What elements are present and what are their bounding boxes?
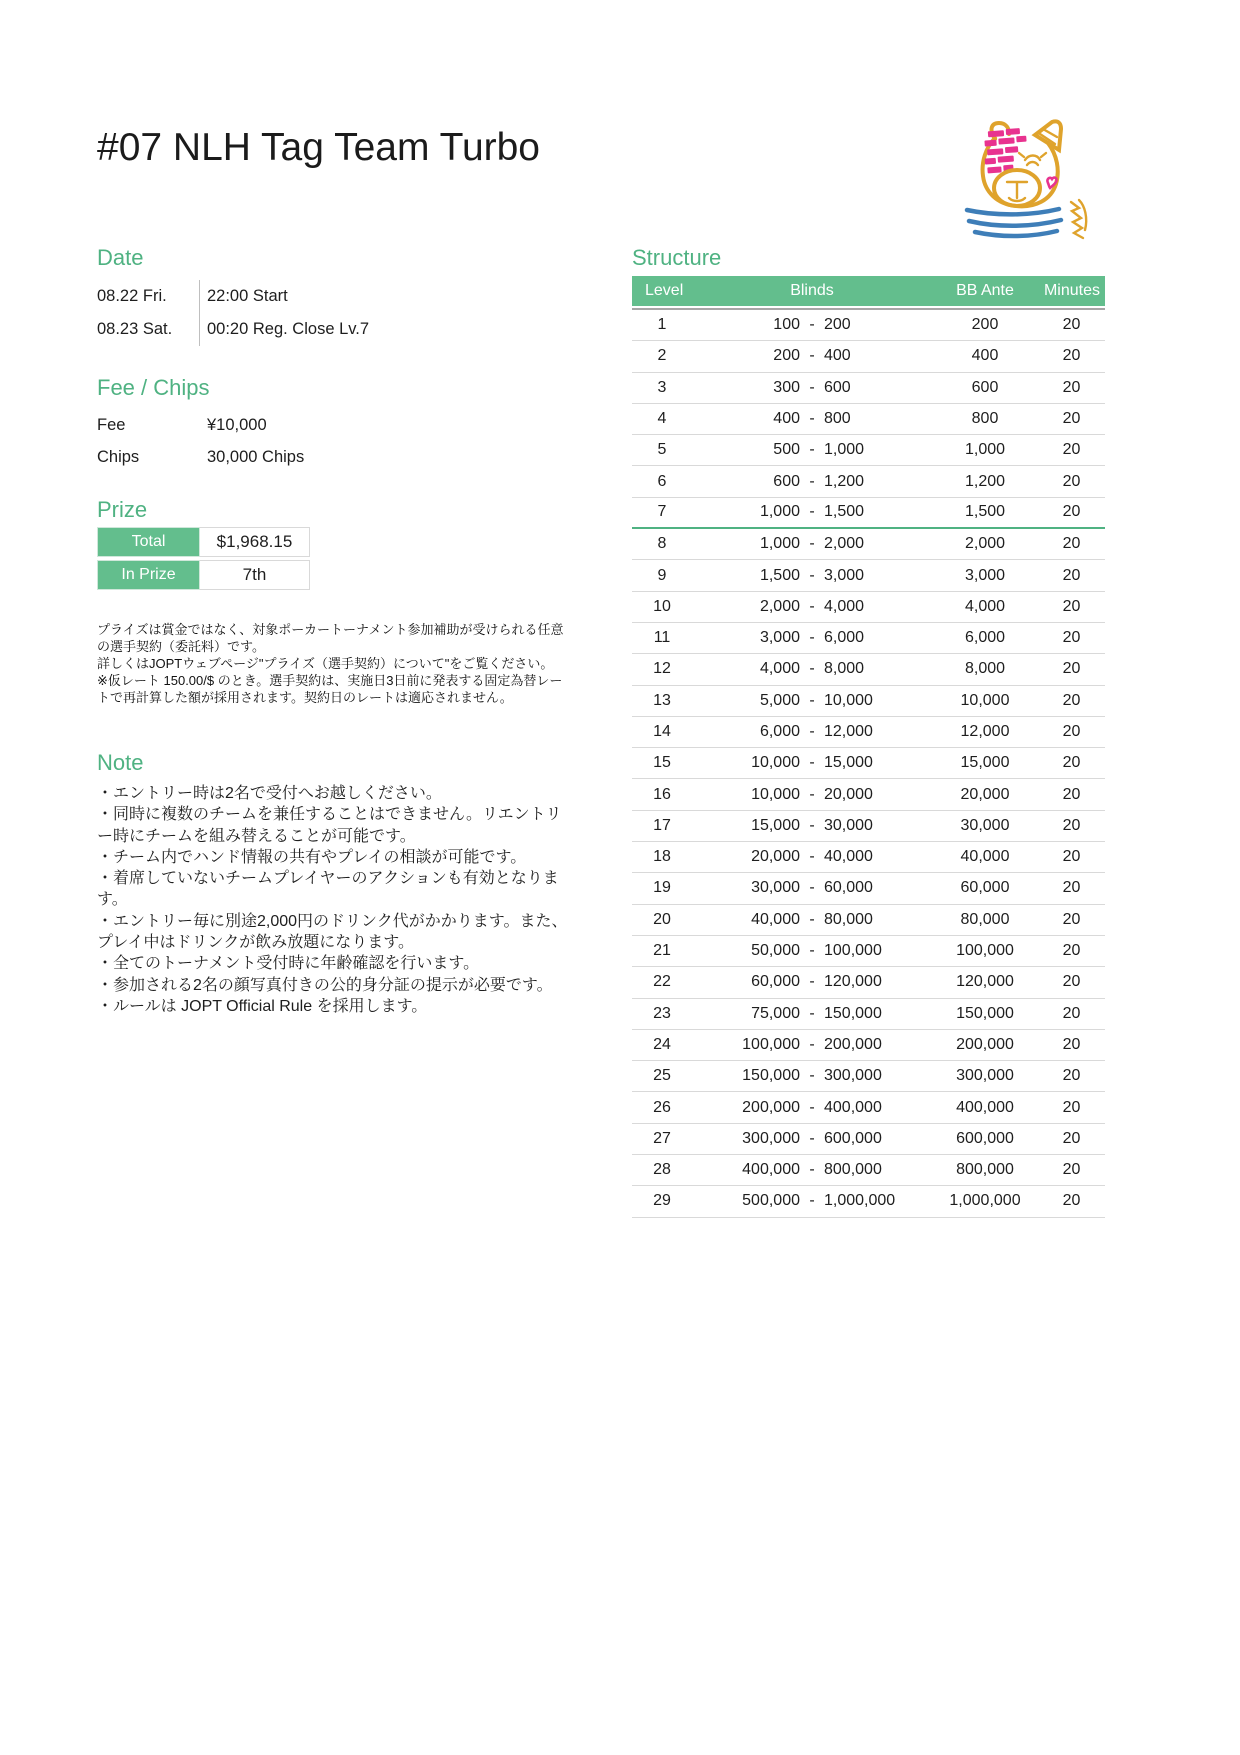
level-cell: 23 [653,1004,671,1022]
bb-ante-cell: 6,000 [964,629,1006,647]
prize-value: $1,968.15 [200,527,310,557]
prize-label: In Prize [97,560,200,590]
date-row [97,313,569,346]
fee-label: Fee [97,415,126,434]
blinds-separator: - [809,723,815,740]
blinds-separator: - [809,566,815,584]
level-cell: 26 [653,1098,671,1116]
small-blind-cell: 100,000 [742,1035,800,1053]
prize-table [97,527,569,590]
date-value: 08.23 Sat. [97,313,200,346]
bb-ante-cell: 3,000 [964,566,1006,584]
note-item: ・エントリー毎に別途2,000円のドリンク代がかかります。また、プレイ中はドリンクが飲み放題になります。 [97,912,568,952]
small-blind-cell: 1,000 [759,535,800,553]
structure-row [632,498,1105,529]
structure-row [632,1030,1105,1061]
small-blind-cell: 4,000 [759,660,800,678]
blinds-separator: - [809,629,815,647]
bear-mascot-logo-icon [955,110,1105,248]
prize-section [97,497,569,590]
prize-row [97,560,569,590]
level-cell: 16 [653,785,671,803]
big-blind-cell: 80,000 [824,910,873,928]
minutes-cell: 20 [1062,441,1081,459]
bb-ante-cell: 15,000 [960,754,1010,772]
small-blind-cell: 10,000 [751,754,800,772]
big-blind-cell: 12,000 [824,723,873,740]
level-cell: 17 [653,816,671,834]
small-blind-cell: 400,000 [742,1161,800,1179]
small-blind-cell: 5,000 [759,691,800,709]
level-cell: 4 [657,410,667,428]
note-item: ・エントリー時は2名で受付へお越しください。 [97,785,442,802]
big-blind-cell: 200 [824,316,851,334]
structure-row [632,1155,1105,1186]
small-blind-cell: 600 [773,472,800,490]
column-header-blinds: Blinds [790,282,834,299]
blinds-separator: - [809,347,815,365]
big-blind-cell: 600 [824,378,851,396]
blinds-separator: - [809,597,815,615]
date-section [97,245,569,346]
structure-row [632,435,1105,466]
structure-row [632,310,1105,341]
structure-row [632,529,1105,560]
structure-row [632,686,1105,717]
minutes-cell: 20 [1062,660,1081,678]
big-blind-cell: 800 [824,410,851,428]
fee-chips-table [97,409,569,473]
structure-row [632,936,1105,967]
small-blind-cell: 15,000 [751,816,800,834]
big-blind-cell: 200,000 [824,1035,882,1053]
small-blind-cell: 1,000 [759,503,800,521]
minutes-cell: 20 [1062,472,1081,490]
date-value: 08.22 Fri. [97,280,200,313]
level-cell: 10 [653,597,671,615]
bb-ante-cell: 200,000 [956,1035,1014,1053]
prize-label: Total [97,527,200,557]
blinds-separator: - [809,754,815,772]
small-blind-cell: 40,000 [751,910,800,928]
big-blind-cell: 300,000 [824,1067,882,1085]
bb-ante-cell: 12,000 [960,723,1010,740]
blinds-separator: - [809,1129,815,1147]
note-heading: Note [97,750,144,775]
minutes-cell: 20 [1062,785,1081,803]
structure-heading: Structure [632,245,722,270]
fee-label: Chips [97,447,140,466]
level-cell: 15 [653,754,671,772]
minutes-cell: 20 [1062,816,1081,834]
fee-chips-section [97,375,569,473]
blinds-separator: - [809,879,815,897]
prize-value: 7th [200,560,310,590]
blinds-separator: - [809,973,815,991]
column-header-minutes: Minutes [1043,282,1100,299]
structure-row [632,873,1105,904]
blinds-separator: - [809,503,815,521]
blinds-separator: - [809,1192,815,1210]
disclaimer-line: プライズは賞金ではなく、対象ポーカートーナメント参加補助が受けられる任意の選手契約（委託料）です。 [97,622,564,654]
small-blind-cell: 150,000 [742,1067,800,1085]
structure-row [632,466,1105,497]
big-blind-cell: 1,200 [824,472,865,490]
fee-value: ¥10,000 [207,415,267,434]
note-section [97,750,569,1017]
level-cell: 21 [653,942,671,960]
bb-ante-cell: 40,000 [960,848,1010,866]
bb-ante-cell: 120,000 [956,973,1014,991]
note-item: ・チーム内でハンド情報の共有やプレイの相談が可能です。 [97,848,527,866]
blinds-separator: - [809,816,815,834]
level-cell: 5 [657,441,667,459]
bb-ante-cell: 1,200 [964,472,1006,490]
structure-row [632,748,1105,779]
date-event: 00:20 Reg. Close Lv.7 [207,320,370,338]
level-cell: 11 [653,629,671,647]
level-cell: 6 [657,472,667,490]
blinds-separator: - [809,410,815,428]
blinds-separator: - [809,1035,815,1053]
blinds-separator: - [809,535,815,553]
big-blind-cell: 2,000 [824,535,865,553]
small-blind-cell: 300 [773,378,800,396]
note-item: ・着席していないチームプレイヤーのアクションも有効となります。 [97,870,559,909]
minutes-cell: 20 [1062,1004,1081,1022]
level-cell: 1 [657,316,667,334]
blinds-separator: - [809,785,815,803]
big-blind-cell: 10,000 [824,691,873,709]
minutes-cell: 20 [1062,1129,1081,1147]
level-cell: 29 [653,1192,671,1210]
big-blind-cell: 800,000 [824,1161,882,1179]
big-blind-cell: 3,000 [824,566,865,584]
big-blind-cell: 120,000 [824,973,882,991]
structure-row [632,1124,1105,1155]
note-item: ・参加される2名の顔写真付きの公的身分証の提示が必要です。 [97,976,553,994]
note-item: ・ルールは JOPT Official Rule を採用します。 [97,997,428,1015]
big-blind-cell: 8,000 [824,660,865,678]
structure-row [632,623,1105,654]
level-cell: 3 [657,378,667,396]
date-row [97,280,569,313]
small-blind-cell: 20,000 [751,848,800,866]
column-header-bb-ante: BB Ante [956,282,1014,299]
big-blind-cell: 1,500 [824,503,865,521]
big-blind-cell: 100,000 [824,942,882,960]
structure-section [632,245,1105,1218]
level-cell: 22 [653,973,671,991]
fee-row [97,441,569,473]
small-blind-cell: 100 [773,316,800,334]
small-blind-cell: 50,000 [751,942,800,960]
big-blind-cell: 4,000 [824,597,865,615]
big-blind-cell: 400 [824,347,851,365]
minutes-cell: 20 [1062,597,1081,615]
big-blind-cell: 15,000 [824,754,873,772]
level-cell: 9 [657,566,667,584]
structure-row [632,779,1105,810]
structure-row [632,373,1105,404]
level-cell: 2 [657,347,667,365]
big-blind-cell: 20,000 [824,785,873,803]
minutes-cell: 20 [1062,378,1081,396]
bb-ante-cell: 600 [971,378,999,396]
blinds-separator: - [809,378,815,396]
minutes-cell: 20 [1062,1161,1081,1179]
structure-row [632,341,1105,372]
bb-ante-cell: 20,000 [960,785,1010,803]
small-blind-cell: 10,000 [751,785,800,803]
column-header-level: Level [645,282,684,299]
minutes-cell: 20 [1062,1098,1081,1116]
big-blind-cell: 400,000 [824,1098,882,1116]
bb-ante-cell: 300,000 [956,1067,1014,1085]
disclaimer-line: ※仮レート 150.00/$ のとき。選手契約は、実施日3日前に発表する固定為替レートで再計算した額が採用されます。契約日のレートは適応されません。 [97,673,563,705]
structure-row [632,654,1105,685]
prize-disclaimer [97,621,569,706]
blinds-separator: - [809,1004,815,1022]
small-blind-cell: 200 [773,347,800,365]
level-cell: 24 [653,1035,671,1053]
blinds-separator: - [809,910,815,928]
small-blind-cell: 200,000 [742,1098,800,1116]
big-blind-cell: 30,000 [824,816,873,834]
structure-table [632,276,1105,1218]
small-blind-cell: 6,000 [759,723,800,740]
fee-value: 30,000 Chips [207,447,305,466]
note-item: ・全てのトーナメント受付時に年齢確認を行います。 [97,955,480,973]
big-blind-cell: 60,000 [824,879,873,897]
bb-ante-cell: 8,000 [964,660,1006,678]
date-event: 22:00 Start [207,287,288,305]
bb-ante-cell: 80,000 [960,910,1010,928]
bb-ante-cell: 1,000,000 [949,1192,1021,1210]
blinds-separator: - [809,848,815,866]
bb-ante-cell: 100,000 [956,942,1014,960]
small-blind-cell: 1,500 [759,566,800,584]
small-blind-cell: 2,000 [759,597,800,615]
structure-row [632,842,1105,873]
minutes-cell: 20 [1062,942,1081,960]
blinds-separator: - [809,660,815,678]
structure-row [632,404,1105,435]
structure-row [632,999,1105,1030]
bb-ante-cell: 200 [971,316,999,334]
bb-ante-cell: 800 [971,410,999,428]
minutes-cell: 20 [1062,629,1081,647]
level-cell: 8 [657,535,667,553]
small-blind-cell: 500,000 [742,1192,800,1210]
level-cell: 18 [653,848,671,866]
big-blind-cell: 150,000 [824,1004,882,1022]
bb-ante-cell: 60,000 [960,879,1010,897]
small-blind-cell: 30,000 [751,879,800,897]
structure-table-header [632,276,1105,306]
minutes-cell: 20 [1062,503,1081,521]
minutes-cell: 20 [1062,347,1081,365]
minutes-cell: 20 [1062,1067,1081,1085]
small-blind-cell: 75,000 [751,1004,800,1022]
blinds-separator: - [809,472,815,490]
big-blind-cell: 1,000,000 [824,1192,896,1210]
structure-row [632,560,1105,591]
date-heading: Date [97,245,144,270]
date-table [97,280,569,346]
level-cell: 20 [653,910,671,928]
minutes-cell: 20 [1062,691,1081,709]
bb-ante-cell: 800,000 [956,1161,1014,1179]
fee-chips-heading: Fee / Chips [97,375,210,400]
structure-table-body [632,308,1105,1218]
big-blind-cell: 6,000 [824,629,865,647]
fee-row [97,409,569,441]
bb-ante-cell: 2,000 [964,535,1006,553]
small-blind-cell: 500 [773,441,800,459]
info-column [97,245,569,1017]
small-blind-cell: 60,000 [751,973,800,991]
page-title: #07 NLH Tag Team Turbo [97,126,540,169]
level-cell: 28 [653,1161,671,1179]
minutes-cell: 20 [1062,535,1081,553]
small-blind-cell: 400 [773,410,800,428]
bb-ante-cell: 600,000 [956,1129,1014,1147]
disclaimer-line: 詳しくはJOPTウェブページ"プライズ（選手契約）について"をご覧ください。 [97,656,554,671]
blinds-separator: - [809,1098,815,1116]
minutes-cell: 20 [1062,879,1081,897]
minutes-cell: 20 [1062,910,1081,928]
blinds-separator: - [809,1161,815,1179]
small-blind-cell: 3,000 [759,629,800,647]
minutes-cell: 20 [1062,316,1081,334]
blinds-separator: - [809,441,815,459]
blinds-separator: - [809,1067,815,1085]
level-cell: 25 [653,1067,671,1085]
prize-heading: Prize [97,497,148,522]
bb-ante-cell: 400,000 [956,1098,1014,1116]
minutes-cell: 20 [1062,1035,1081,1053]
level-cell: 27 [653,1129,671,1147]
structure-row [632,592,1105,623]
minutes-cell: 20 [1062,1192,1081,1210]
big-blind-cell: 600,000 [824,1129,882,1147]
minutes-cell: 20 [1062,566,1081,584]
bb-ante-cell: 1,000 [964,441,1006,459]
structure-row [632,1061,1105,1092]
blinds-separator: - [809,691,815,709]
structure-row [632,905,1105,936]
level-cell: 7 [657,503,667,521]
level-cell: 13 [653,691,671,709]
bb-ante-cell: 150,000 [956,1004,1014,1022]
structure-row [632,1092,1105,1123]
structure-row [632,1186,1105,1217]
bb-ante-cell: 400 [971,347,999,365]
minutes-cell: 20 [1062,973,1081,991]
bb-ante-cell: 4,000 [964,597,1006,615]
prize-row [97,527,569,557]
structure-row [632,967,1105,998]
small-blind-cell: 300,000 [742,1129,800,1147]
structure-row [632,717,1105,748]
bb-ante-cell: 1,500 [964,503,1006,521]
level-cell: 12 [653,660,671,678]
minutes-cell: 20 [1062,410,1081,428]
blinds-separator: - [809,316,815,334]
minutes-cell: 20 [1062,723,1081,740]
bb-ante-cell: 30,000 [960,816,1010,834]
bb-ante-cell: 10,000 [960,691,1010,709]
minutes-cell: 20 [1062,848,1081,866]
structure-row [632,811,1105,842]
level-cell: 14 [653,723,671,740]
big-blind-cell: 40,000 [824,848,873,866]
minutes-cell: 20 [1062,754,1081,772]
big-blind-cell: 1,000 [824,441,865,459]
blinds-separator: - [809,942,815,960]
note-item: ・同時に複数のチームを兼任することはできません。リエントリー時にチームを組み替えることが可能です。 [97,806,562,845]
note-list [97,783,569,1017]
level-cell: 19 [653,879,671,897]
